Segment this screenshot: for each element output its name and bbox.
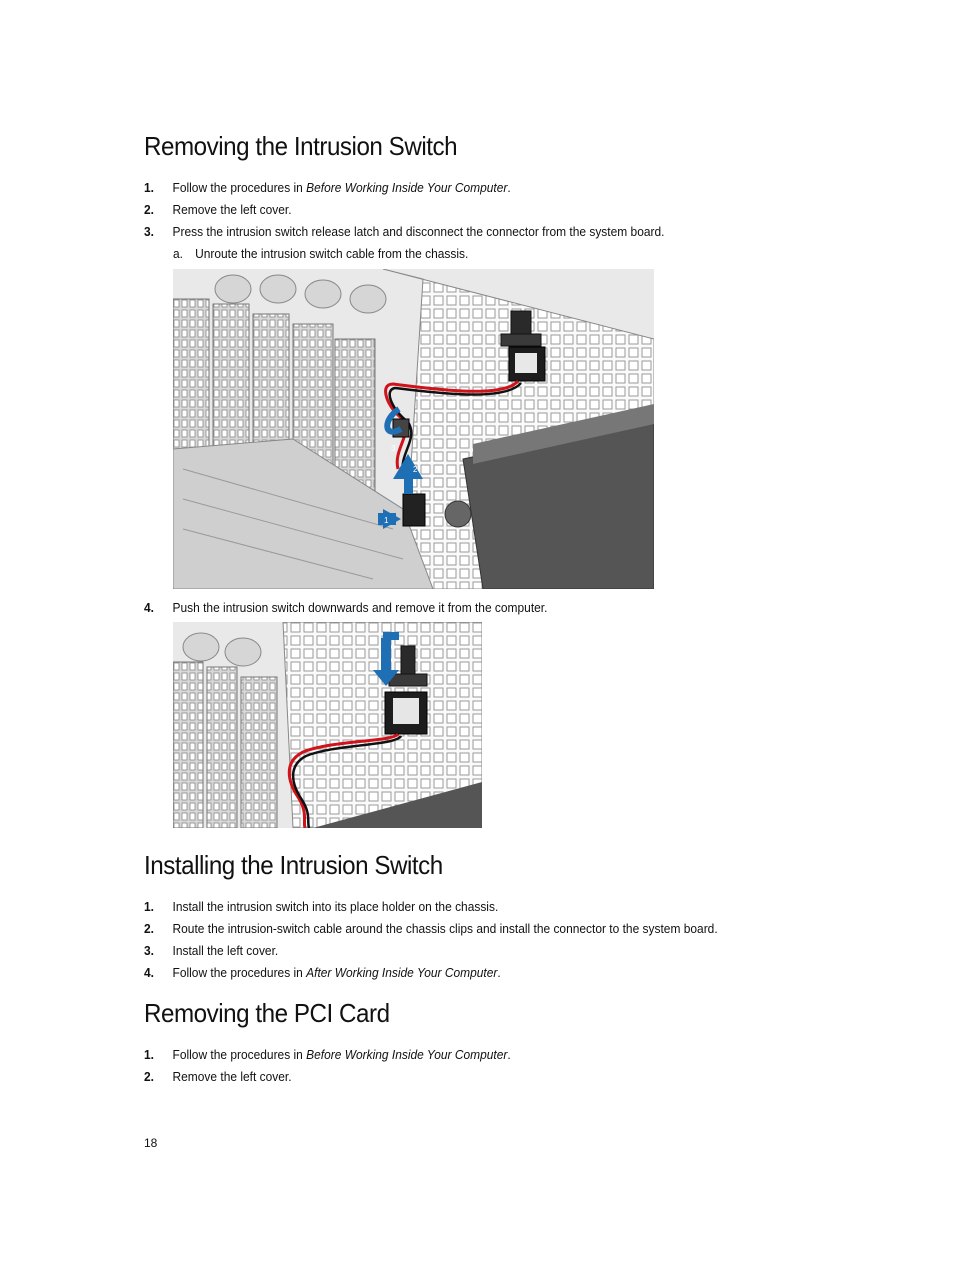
link-before-working-pci: Before Working Inside Your Computer [306, 1047, 508, 1062]
install-step-4: 4. Follow the procedures in After Working Inside Your Computer. [144, 965, 501, 980]
link-after-working: After Working Inside Your Computer [306, 965, 498, 980]
pci-step-1: 1. Follow the procedures in Before Working Inside Your Computer. [144, 1047, 511, 1062]
figure-1-illustration [173, 269, 654, 589]
section-title-installing-intrusion-switch: Installing the Intrusion Switch [144, 850, 443, 880]
install-step-1: 1. Install the intrusion switch into its place holder on the chassis. [144, 899, 499, 914]
step-4: 4. Push the intrusion switch downwards and remove it from the computer. [144, 600, 548, 615]
step-2: 2. Remove the left cover. [144, 202, 292, 217]
figure-intrusion-switch-disconnect [173, 269, 654, 589]
figure-intrusion-switch-push-down [173, 622, 482, 828]
section-title-removing-intrusion-switch: Removing the Intrusion Switch [144, 131, 458, 161]
step-1: 1. Follow the procedures in Before Working Inside Your Computer. [144, 180, 511, 195]
install-step-2: 2. Route the intrusion-switch cable around the chassis clips and install the connector to the system board. [144, 921, 718, 936]
step-3a: a. Unroute the intrusion switch cable from the chassis. [173, 246, 469, 261]
callout-2: 2 [413, 465, 418, 474]
pci-step-2: 2. Remove the left cover. [144, 1069, 292, 1084]
page-number: 18 [144, 1136, 158, 1150]
link-before-working: Before Working Inside Your Computer [306, 180, 508, 195]
callout-1: 1 [384, 516, 389, 525]
callout-3: 3 [391, 444, 396, 453]
figure-2-illustration [173, 622, 482, 828]
section-title-removing-pci-card: Removing the PCI Card [144, 998, 390, 1028]
install-step-3: 3. Install the left cover. [144, 943, 279, 958]
step-3: 3. Press the intrusion switch release latch and disconnect the connector from the system board. [144, 224, 665, 239]
